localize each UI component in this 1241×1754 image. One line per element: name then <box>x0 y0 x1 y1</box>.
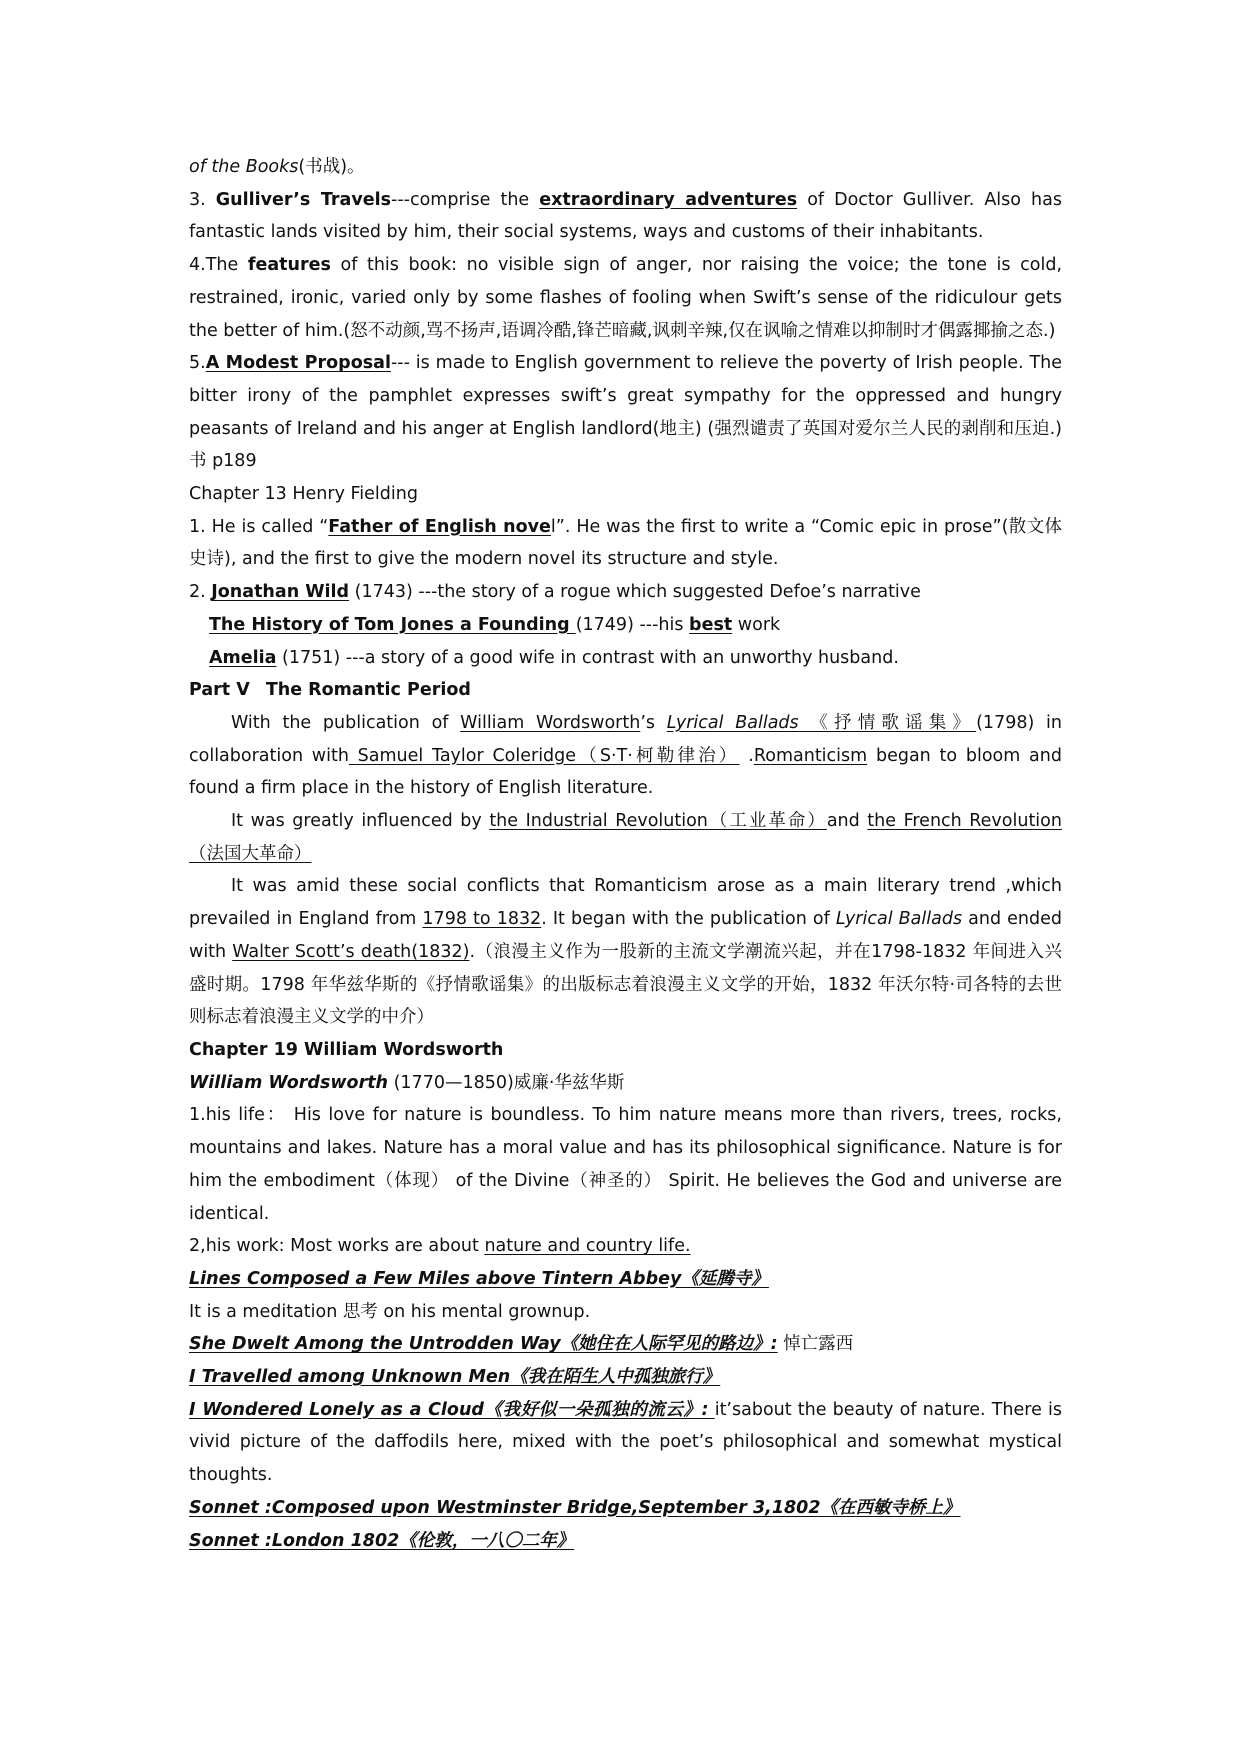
paragraph-influences <box>189 805 1062 870</box>
poem-unknown-men <box>189 1361 1062 1394</box>
key-term: the Industrial Revolution（工业革命） <box>489 811 827 832</box>
part-heading-romantic <box>189 674 1062 707</box>
paragraph-jonathan-wild <box>189 576 1062 609</box>
paragraph-gullivers-travels <box>189 184 1062 249</box>
text-run: . It began with the publication of <box>541 909 836 930</box>
poem-title: Sonnet :London 1802《伦敦，一八〇二年》 <box>189 1530 575 1551</box>
paragraph-amelia <box>189 642 1062 675</box>
paragraph-his-work <box>189 1230 1062 1263</box>
text-run: It was greatly influenced by <box>231 811 490 832</box>
key-term: Walter Scott’s death(1832) <box>232 941 470 962</box>
paragraph-tom-jones <box>189 609 1062 642</box>
key-term: features <box>247 255 331 276</box>
part-title: The Romantic Period <box>265 680 471 701</box>
text-run: --- is made to English government to relieve the poverty of Irish people. The bitter irony of the pamphlet expresses swift’s great sympathy for the oppressed and hungry peasants of Ireland and his anger at English landlord(地主) (强烈谴责了英国对爱尔兰人民的剥削和压迫.)书 p189 <box>189 353 1062 472</box>
text-run: 2,his work: Most works are about <box>189 1236 485 1257</box>
text-run: 悼亡露西 <box>777 1334 854 1355</box>
author-name: William Wordsworth <box>189 1072 389 1093</box>
poem-untrodden-way <box>189 1328 1062 1361</box>
key-term: 1798 to 1832 <box>422 909 542 930</box>
text-run: work <box>732 614 781 635</box>
poem-title: I Travelled among Unknown Men《我在陌生人中孤独旅行》 <box>189 1367 721 1388</box>
paragraph-meditation: It is a meditation 思考 on his mental grownup. <box>189 1301 591 1322</box>
text-run: (1798) in collaboration with <box>189 712 1062 766</box>
author-name: Samuel Taylor Coleridge（S·T·柯勒律治） <box>348 745 740 766</box>
text-run: and ended with <box>189 909 1062 962</box>
paragraph-romanticism-period <box>189 870 1062 1034</box>
text-run: began to bloom and found a firm place in the history of English literature. <box>189 745 1062 799</box>
book-title: Jonathan Wild <box>211 582 350 603</box>
text-run: . <box>739 745 754 766</box>
text-run: ---comprise the <box>391 189 540 210</box>
part-number: Part V <box>189 680 250 701</box>
chapter-heading-wordsworth: Chapter 19 William Wordsworth <box>189 1039 504 1060</box>
poem-london-1802 <box>189 1525 1062 1558</box>
text-run: 2. <box>189 582 212 603</box>
text-run: l”. He was the first to write a “Comic epic in prose”(散文体史诗), and the first to give the modern novel its structure and style. <box>189 516 1062 570</box>
poem-title: Sonnet :Composed upon Westminster Bridge,September 3,1802《在西敏寺桥上》 <box>189 1497 961 1518</box>
key-term: Romanticism <box>753 745 868 766</box>
poem-title: I Wondered Lonely as a Cloud《我好似一朵孤独的流云》: <box>189 1399 709 1420</box>
book-title: of the Books <box>189 157 299 177</box>
text-run: (1751) ---a story of a good wife in contrast with an unworthy husband. <box>276 647 899 668</box>
book-title: Gulliver’s Travels <box>215 189 392 210</box>
poem-westminster-bridge <box>189 1492 1062 1525</box>
text-run: of Doctor Gulliver. Also has fantastic lands visited by him, their social systems, ways and customs of their inhabitants. <box>189 189 1062 243</box>
text-run: (1743) ---the story of a rogue which suggested Defoe’s narrative <box>349 582 921 603</box>
text-run: 5. <box>189 353 206 374</box>
text-run: 3. <box>189 189 216 210</box>
text-run: ’s <box>640 712 667 733</box>
text-run: (1770—1850)威廉·华兹华斯 <box>388 1072 625 1093</box>
book-title: The History of Tom Jones a Founding <box>209 614 576 635</box>
book-title: A Modest Proposal <box>205 353 391 374</box>
text-run: it’sabout the beauty of nature. There is vivid picture of the daffodils here, mixed with the poet’s philosophical and somewhat mystical thoughts. <box>189 1399 1062 1486</box>
key-term: the French Revolution（法国大革命） <box>189 811 1062 864</box>
paragraph-lyrical-ballads <box>189 707 1062 805</box>
text-run: 1. He is called “ <box>189 516 329 537</box>
poem-title: Lines Composed a Few Miles above Tintern Abbey《延腾寺》 <box>189 1268 769 1289</box>
author-name: William Wordsworth <box>460 712 641 733</box>
text-run: .（浪漫主义作为一股新的主流文学潮流兴起，并在1798-1832 年间进入兴盛时期。1798 年华兹华斯的《抒情歌谣集》的出版标志着浪漫主义文学的开始，1832 年沃尔特·司各特的去世则标志着浪漫主义文学的中介） <box>189 941 1062 1028</box>
key-term: Father of English nove <box>328 516 551 537</box>
book-title: Lyrical Ballads <box>666 712 799 733</box>
poem-title: She Dwelt Among the Untrodden Way《她住在人际罕见的路边》: <box>189 1334 778 1355</box>
key-term: extraordinary adventures <box>539 189 798 210</box>
key-term: nature and country life. <box>484 1236 691 1257</box>
book-title: Lyrical Ballads <box>835 909 963 930</box>
poem-lonely-cloud <box>189 1394 1062 1492</box>
text-run: (书战)。 <box>298 157 365 177</box>
text-run: With the publication of <box>231 712 461 733</box>
paragraph-father-of-novel <box>189 511 1062 576</box>
book-title: Amelia <box>209 647 277 668</box>
paragraph-modest-proposal <box>189 347 1062 478</box>
paragraph-his-life: 1.his life： His love for nature is boundless. To him nature means more than rivers, trees, rocks, mountains and lakes. Nature has a moral value and has its philosophical significance. Nature is for him the embodiment（体现） of the Divine（神圣的） Spirit. He believes the God and universe are identical. <box>189 1105 1062 1224</box>
paragraph-features <box>189 249 1062 347</box>
key-term: best <box>689 614 733 635</box>
text-run: of this book: no visible sign of anger, nor raising the voice; the tone is cold, restrained, ironic, varied only by some flashes of fooling when Swift’s sense of the ridiculour gets the better of him.(怒不动颜,骂不扬声,语调冷酷,锋芒暗藏,讽刺辛辣,仅在讽喻之情难以抑制时才偶露揶揄之态.) <box>189 255 1063 341</box>
text-run: 4.The <box>189 255 248 276</box>
poem-tintern-abbey <box>189 1263 1062 1296</box>
text-run: and <box>826 811 868 832</box>
book-title-cn: 《抒情歌谣集》 <box>798 712 977 733</box>
document-body <box>189 151 1062 1557</box>
text-run: (1749) ---his <box>575 614 690 635</box>
chapter-heading-fielding: Chapter 13 Henry Fielding <box>189 484 418 505</box>
paragraph-battle-of-books <box>189 151 1062 184</box>
paragraph-wordsworth-dates <box>189 1067 1062 1100</box>
text-run: It was amid these social conflicts that Romanticism arose as a main literary trend ,which prevailed in England from <box>189 876 1062 930</box>
